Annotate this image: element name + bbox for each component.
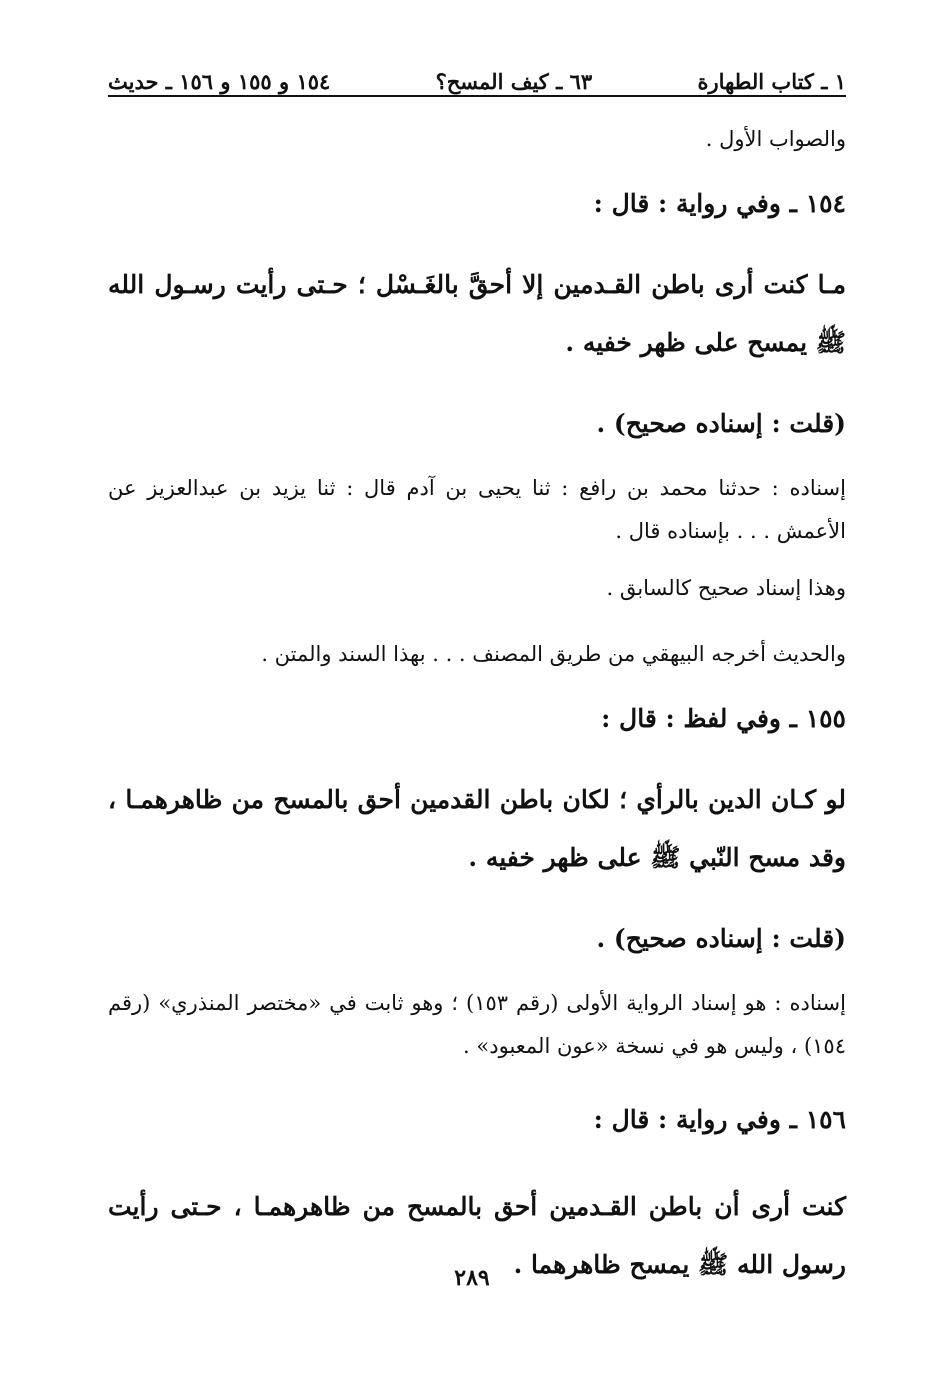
header-divider	[108, 95, 846, 97]
running-header	[108, 58, 846, 92]
hadith-156-text: كنت أرى أن باطن القـدمين أحق بالمسح من ظاهرهمـا ، حـتى رأيت رسول الله ﷺ يمسح ظاهرهما .	[108, 1192, 846, 1279]
header-book-title: ١ ـ كتاب الطهارة	[697, 69, 846, 94]
hadith-154-grade: (قلت : إسناده صحيح) .	[596, 409, 846, 438]
header-chapter-title: ٦٣ ـ كيف المسح؟	[435, 69, 593, 94]
header-hadith-range: ١٥٤ و ١٥٥ و ١٥٦ ـ حديث	[108, 69, 331, 94]
hadith-154-heading: ١٥٤ ـ وفي رواية : قال :	[593, 189, 846, 218]
hadith-155-heading: ١٥٥ ـ وفي لفظ : قال :	[601, 704, 846, 733]
correct-first-note: والصواب الأول .	[705, 127, 846, 151]
hadith-155-grade: (قلت : إسناده صحيح) .	[596, 924, 846, 953]
hadith-154-source-note: والحديث أخرجه البيهقي من طريق المصنف . . . بهذا السند والمتن .	[261, 642, 846, 666]
hadith-155-isnad: إسناده : هو إسناد الرواية الأولى (رقم ١٥٣) ؛ وهو ثابت في «مختصر المنذري» (رقم ١٥٤) ، وليس هو في نسخة «عون المعبود» .	[108, 991, 846, 1058]
hadith-156-heading: ١٥٦ ـ وفي رواية : قال :	[593, 1105, 846, 1134]
main-text	[108, 118, 846, 1294]
hadith-154-text: مـا كنت أرى باطن القـدمين إلا أحقَّ بالغَـسْل ؛ حـتى رأيت رسـول الله ﷺ يمسح على ظهر خفيه .	[108, 270, 846, 357]
hadith-154-isnad-note: وهذا إسناد صحيح كالسابق .	[606, 576, 846, 600]
page-number: ٢٨٩	[454, 1265, 490, 1291]
hadith-154-isnad: إسناده : حدثنا محمد بن رافع : ثنا يحيى بن آدم قال : ثنا يزيد بن عبدالعزيز عن الأعمش . . . بإسناده قال .	[108, 476, 846, 543]
hadith-155-text: لو كـان الدين بالرأي ؛ لكان باطن القدمين أحق بالمسح من ظاهرهمـا ، وقد مسح النّبي ﷺ على ظهر خفيه .	[108, 785, 846, 872]
